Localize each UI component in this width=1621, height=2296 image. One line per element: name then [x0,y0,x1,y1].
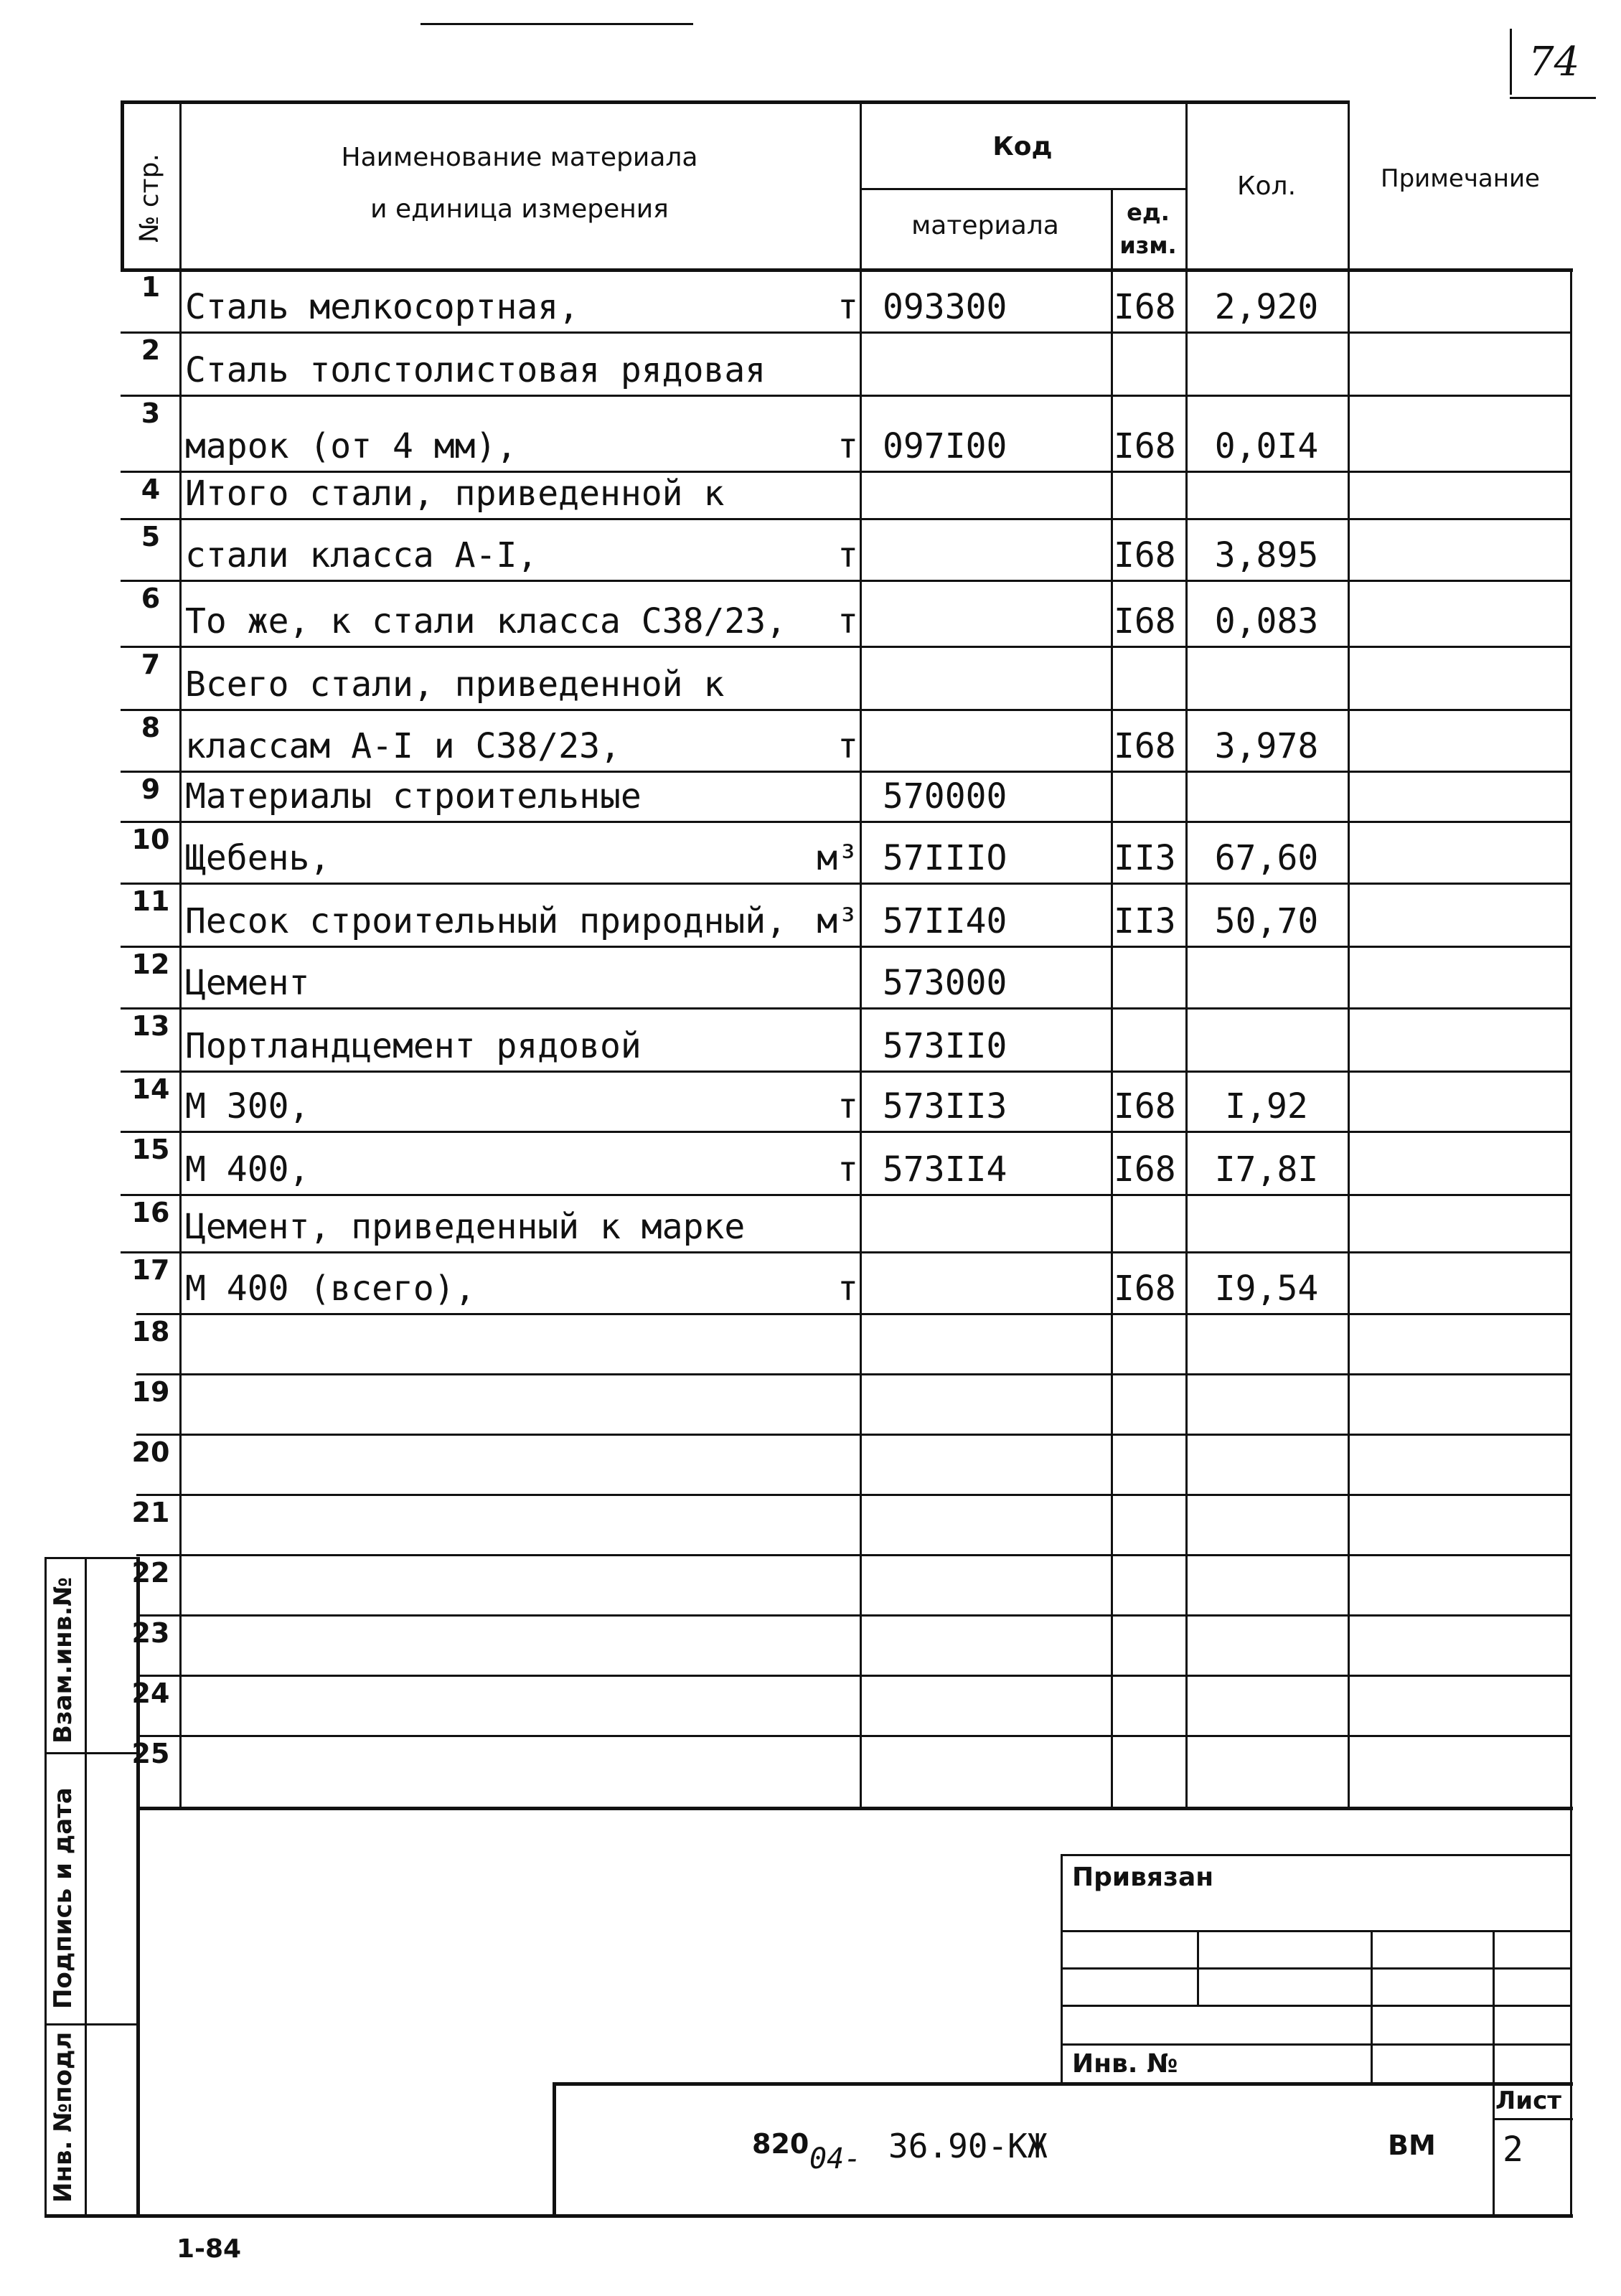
header-code-unit-1: ед. [1127,199,1170,227]
quantity [1187,1738,1346,1802]
quantity [1187,1678,1346,1731]
unit-code [1112,1376,1185,1429]
material-code [861,583,1131,641]
row-divider [136,1675,1570,1677]
row-divider [136,1494,1570,1496]
unit-of-measure [775,949,863,1003]
material-code [861,1738,1131,1802]
material-name [185,1678,774,1731]
unit-of-measure [775,1436,863,1490]
unit-of-measure: т [837,1269,858,1309]
quantity: 67,60 [1214,838,1319,878]
material-code [861,1678,1131,1731]
material-name [185,1316,774,1369]
unit-code [1112,949,1185,1003]
row-divider [121,883,1570,885]
row-divider [121,946,1570,948]
row-number: 25 [131,1738,170,1769]
sheet-label: Лист [1495,2086,1561,2115]
quantity: 2,920 [1214,287,1319,327]
material-code [861,521,1131,575]
quantity: 0,0I4 [1214,426,1319,466]
row-number: 21 [131,1497,170,1528]
material-name: стали класса А-I, [185,535,538,575]
material-code: 573II4 [883,1149,1007,1190]
row-divider [136,1554,1570,1556]
quantity [1187,1376,1346,1429]
material-code: 57II40 [883,901,1007,941]
row-divider [136,1373,1570,1375]
material-name [185,1376,774,1429]
quantity [1187,334,1346,390]
unit-of-measure [775,1678,863,1731]
sheet-value: 2 [1503,2130,1523,2170]
unit-of-measure: т [837,726,858,766]
unit-code: I68 [1114,726,1176,766]
unit-of-measure: т [837,1086,858,1126]
unit-code: I68 [1114,287,1176,327]
material-name: М 400 (всего), [185,1269,476,1309]
unit-of-measure: т [837,601,858,641]
unit-code: I68 [1114,535,1176,575]
material-name: Итого стали, приведенной к [185,474,725,514]
material-name [185,1557,774,1610]
material-code [861,474,1131,514]
material-code [861,1617,1131,1670]
doc-mid: 04- [809,2142,862,2175]
material-code: 573II3 [883,1086,1007,1126]
material-code: 093300 [883,287,1007,327]
unit-code [1112,334,1185,390]
row-divider [136,1313,1570,1315]
quantity [1187,649,1346,705]
material-name [185,1436,774,1490]
material-code [861,1254,1131,1309]
header-code-unit-2: изм. [1119,232,1177,260]
unit-of-measure [775,1617,863,1670]
quantity: I7,8I [1214,1149,1319,1190]
material-name: Материалы строительные [185,776,642,817]
row-number: 23 [131,1617,170,1649]
quantity: 0,083 [1214,601,1319,641]
material-name [185,1497,774,1550]
row-divider [121,1194,1570,1196]
row-number: 4 [141,474,161,505]
stamp-inv-label: Инв. № [1072,2049,1178,2079]
unit-of-measure [775,1010,863,1066]
header-qty: Кол. [1236,171,1297,201]
row-divider [136,1434,1570,1436]
row-number: 17 [131,1254,170,1286]
quantity: I,92 [1225,1086,1308,1126]
material-code: 573II0 [883,1026,1007,1066]
material-code [861,1197,1131,1247]
stamp-bound-label: Привязан [1072,1863,1214,1892]
header-code-material: материала [911,210,1059,240]
quantity [1187,949,1346,1003]
unit-of-measure [775,1376,863,1429]
page-number-rule [1510,29,1512,95]
unit-code [1112,1678,1185,1731]
material-code [861,649,1131,705]
quantity [1187,1010,1346,1066]
row-divider [121,771,1570,773]
material-code [861,1557,1131,1610]
row-divider [136,1614,1570,1617]
material-name: классам А-I и С38/23, [185,726,621,766]
unit-code: I68 [1114,601,1176,641]
header-code: Код [992,131,1053,161]
row-number: 11 [131,885,170,917]
header-note: Примечание [1381,164,1540,194]
material-name: М 400, [185,1149,310,1190]
unit-code: I68 [1114,1269,1176,1309]
row-divider [121,331,1570,334]
row-number: 19 [131,1376,170,1408]
quantity: 3,895 [1214,535,1319,575]
unit-code: I68 [1114,1149,1176,1190]
material-code [861,1497,1131,1550]
row-number: 18 [131,1316,170,1347]
unit-of-measure [775,649,863,705]
side-exchange-inv: Взам.инв.№ [49,1577,77,1744]
unit-code [1112,649,1185,705]
material-name: М 300, [185,1086,310,1126]
row-number: 12 [131,949,170,980]
side-sign-date: Подпись и дата [49,1787,77,2009]
quantity [1187,474,1346,514]
row-number: 16 [131,1197,170,1228]
unit-of-measure: м³ [817,901,858,941]
row-divider [136,1735,1570,1737]
row-divider [121,471,1570,473]
footer-code: 1-84 [177,2234,242,2264]
page-number: 74 [1528,39,1580,85]
row-number: 9 [141,773,161,805]
material-name [185,1738,774,1802]
side-inv-orig: Инв. №подл [49,2031,77,2203]
doc-code: 36.90-КЖ [888,2127,1048,2165]
unit-code [1112,1316,1185,1369]
unit-of-measure: т [837,1149,858,1190]
material-code [861,1316,1131,1369]
row-number: 1 [141,271,161,303]
row-divider [121,1131,1570,1133]
unit-of-measure [775,1197,863,1247]
quantity [1187,1617,1346,1670]
unit-code: I68 [1114,426,1176,466]
material-name: Сталь мелкосортная, [185,287,580,327]
row-number: 14 [131,1073,170,1105]
header-name-line1: Наименование материала [341,142,698,172]
row-divider [121,518,1570,520]
unit-of-measure [775,1316,863,1369]
material-name: Сталь толстолистовая рядовая [185,350,766,390]
unit-code [1112,1010,1185,1066]
unit-of-measure [775,1557,863,1610]
material-name: Цемент [185,963,310,1003]
material-name [185,1617,774,1670]
unit-code [1112,1738,1185,1802]
row-number: 22 [131,1557,170,1589]
row-number: 6 [141,583,161,614]
unit-code [1112,773,1185,817]
doc-prefix: 820 [752,2128,809,2160]
row-number: 3 [141,397,161,429]
material-code [861,334,1131,390]
unit-code: I68 [1114,1086,1176,1126]
row-number: 2 [141,334,161,366]
unit-of-measure [775,1497,863,1550]
quantity [1187,1497,1346,1550]
material-name: Портландцемент рядовой [185,1026,642,1066]
unit-code [1112,1497,1185,1550]
header-name-line2: и единица измерения [370,194,669,224]
unit-of-measure [775,334,863,390]
unit-code: II3 [1114,901,1176,941]
material-code: 57IIIO [883,838,1007,878]
row-number: 10 [131,824,170,855]
unit-code: II3 [1114,838,1176,878]
row-divider [121,821,1570,823]
unit-code [1112,1617,1185,1670]
quantity: 50,70 [1214,901,1319,941]
material-name: Песок строительный природный, [185,901,787,941]
quantity [1187,1436,1346,1490]
material-code [861,712,1131,766]
row-divider [121,395,1570,397]
material-code [861,1436,1131,1490]
unit-code [1112,1197,1185,1247]
page-number-underline [1510,97,1596,99]
quantity [1187,1316,1346,1369]
quantity [1187,1197,1346,1247]
unit-of-measure [775,773,863,817]
unit-of-measure [775,1738,863,1802]
unit-of-measure: т [837,535,858,575]
quantity [1187,1557,1346,1610]
unit-code [1112,474,1185,514]
material-code: 097I00 [883,426,1007,466]
row-divider [121,1071,1570,1073]
row-divider [121,1007,1570,1010]
row-divider [121,1251,1570,1253]
row-number: 20 [131,1436,170,1468]
unit-code [1112,1436,1185,1490]
row-number: 8 [141,712,161,743]
unit-code [1112,1557,1185,1610]
row-number: 24 [131,1678,170,1709]
unit-of-measure: т [837,287,858,327]
row-divider [121,709,1570,711]
row-number: 15 [131,1134,170,1165]
quantity: 3,978 [1214,726,1319,766]
material-name: Щебень, [185,838,331,878]
row-divider [121,646,1570,648]
material-code: 573000 [883,963,1007,1003]
material-name: То же, к стали класса С38/23, [185,601,787,641]
material-name: Всего стали, приведенной к [185,664,725,705]
row-number: 7 [141,649,161,680]
unit-of-measure [775,474,863,514]
unit-of-measure: м³ [817,838,858,878]
material-code: 570000 [883,776,1007,817]
header-row-no: № стр. [135,154,164,243]
material-name: Цемент, приведенный к марке [185,1207,746,1247]
material-code [861,1376,1131,1429]
top-rule [420,23,693,25]
unit-of-measure: т [837,426,858,466]
row-number: 13 [131,1010,170,1042]
quantity [1187,773,1346,817]
material-name: марок (от 4 мм), [185,426,517,466]
row-number: 5 [141,521,161,552]
doc-type: ВМ [1388,2130,1436,2161]
quantity: I9,54 [1214,1269,1319,1309]
row-divider [121,580,1570,582]
